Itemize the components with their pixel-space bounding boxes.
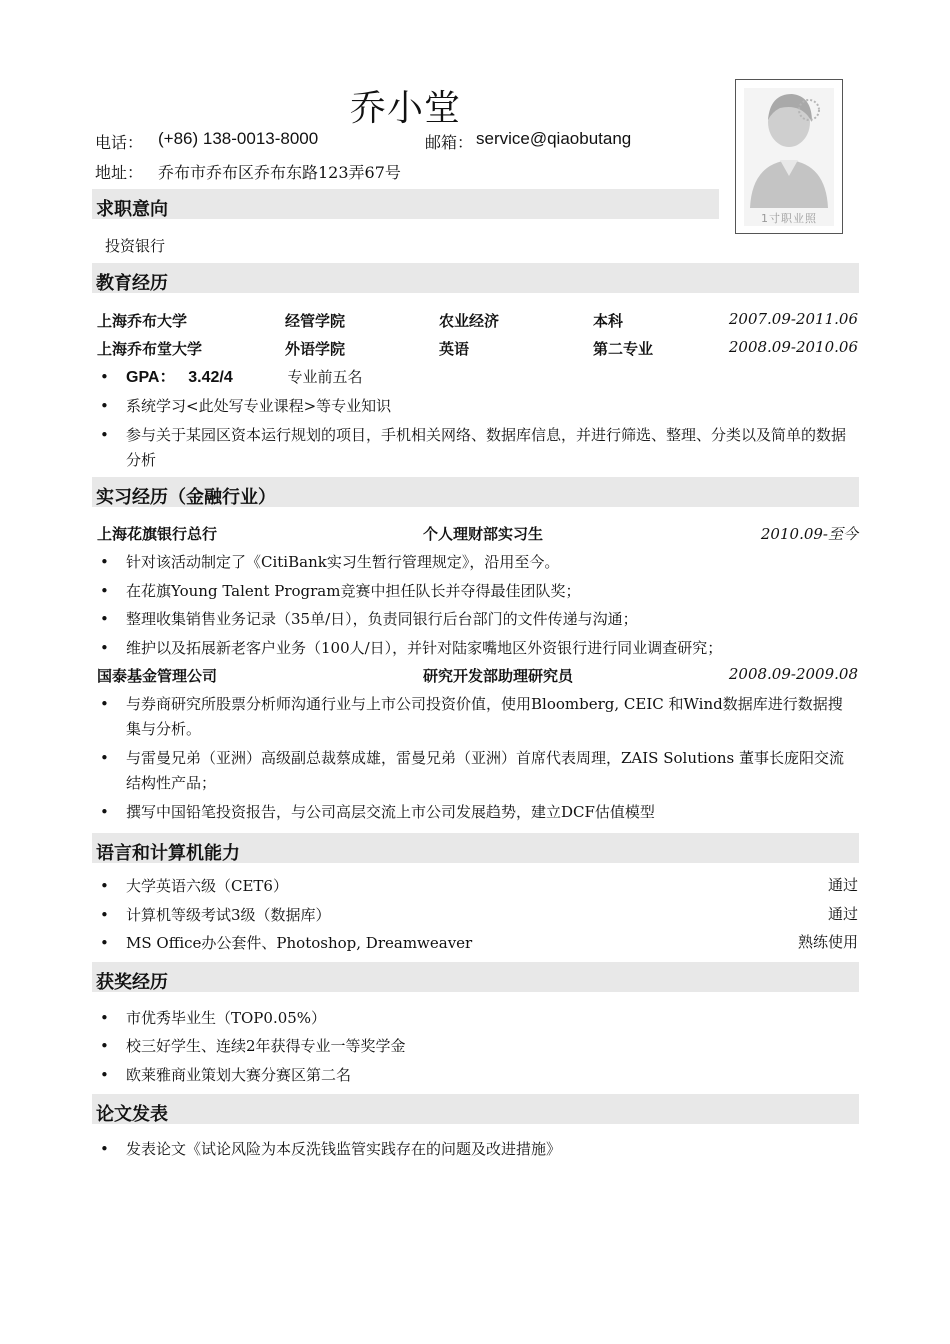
- edu-college: 经管学院: [285, 312, 346, 330]
- bullet-icon: •: [100, 695, 109, 713]
- bullet-icon: •: [100, 803, 109, 821]
- bullet-icon: •: [100, 1140, 109, 1158]
- email-value: service@qiaobutang: [476, 129, 632, 148]
- list-item: • 针对该活动制定了《CitiBank实习生暂行管理规定》，沿用至今。: [100, 550, 860, 575]
- section-header-education: [92, 263, 859, 293]
- skill-level: 通过: [827, 905, 858, 923]
- bullet-icon: •: [100, 610, 109, 628]
- bullet-icon: •: [100, 368, 109, 386]
- section-header-skills: [92, 833, 859, 863]
- section-header-awards: [92, 962, 859, 992]
- gpa-label: GPA：: [126, 369, 176, 386]
- list-item: • MS Office办公套件、Photoshop, Dreamweaver: [100, 931, 860, 956]
- bullet-icon: •: [100, 1066, 109, 1084]
- edu-date: 2008.09-2010.06: [728, 338, 858, 356]
- list-item: • 计算机等级考试3级（数据库）: [100, 903, 860, 928]
- job-company: 上海花旗银行总行: [97, 525, 218, 543]
- list-item: • 发表论文《试论风险为本反洗钱监管实践存在的问题及改进措施》: [100, 1137, 860, 1162]
- edu-major: 农业经济: [439, 312, 500, 330]
- bullet-icon: •: [100, 749, 109, 767]
- bullet-icon: •: [100, 397, 109, 415]
- bullet-icon: •: [100, 934, 109, 952]
- list-item: • 撰写中国铅笔投资报告，与公司高层交流上市公司发展趋势，建立DCF估值模型: [100, 800, 860, 825]
- section-title: 教育经历: [96, 273, 168, 294]
- resume-name: 乔小堂: [350, 88, 462, 129]
- edu-degree: 第二专业: [593, 340, 654, 358]
- objective-value: 投资银行: [105, 237, 166, 255]
- section-title: 语言和计算机能力: [96, 843, 240, 864]
- list-item: • 参与关于某园区资本运行规划的项目，手机相关网络、数据库信息，并进行筛选、整理、分类以及简单的数据分析: [100, 423, 860, 473]
- list-item: • 市优秀毕业生（TOP0.05%）: [100, 1006, 860, 1031]
- skill-level: 熟练使用: [797, 933, 858, 951]
- address-value: 乔布市乔布区乔布东路123弄67号: [158, 163, 401, 182]
- job-role: 个人理财部实习生: [423, 525, 544, 543]
- bullet-icon: •: [100, 906, 109, 924]
- bullet-icon: •: [100, 553, 109, 571]
- section-title: 获奖经历: [96, 972, 168, 993]
- job-role: 研究开发部助理研究员: [423, 667, 574, 685]
- skill-level: 通过: [827, 876, 858, 894]
- list-item: • 在花旗Young Talent Program竞赛中担任队长并夺得最佳团队奖；: [100, 579, 860, 604]
- section-title: 论文发表: [96, 1104, 168, 1125]
- photo-caption: 1寸职业照: [761, 212, 817, 225]
- job-date: 2008.09-2009.08: [728, 665, 858, 683]
- list-item: • 系统学习<此处写专业课程>等专业知识: [100, 394, 860, 419]
- phone-value: (+86) 138-0013-8000: [158, 129, 319, 148]
- list-item: • 校三好学生、连续2年获得专业一等奖学金: [100, 1034, 860, 1059]
- section-title: 实习经历（金融行业）: [96, 487, 276, 508]
- bullet-icon: •: [100, 1009, 109, 1027]
- edu-degree: 本科: [593, 312, 624, 330]
- job-company: 国泰基金管理公司: [97, 667, 218, 685]
- bullet-icon: •: [100, 426, 109, 444]
- edu-college: 外语学院: [285, 340, 346, 358]
- gpa-note: 专业前五名: [287, 368, 363, 386]
- list-item: • 维护以及拓展新老客户业务（100人/日），并针对陆家嘴地区外资银行进行同业调查研究；: [100, 636, 860, 661]
- list-item: • 欧莱雅商业策划大赛分赛区第二名: [100, 1063, 860, 1088]
- job-date: 2010.09-至今: [760, 525, 858, 543]
- list-item: • 大学英语六级（CET6）: [100, 874, 860, 899]
- address-label: 地址：: [95, 163, 144, 182]
- bullet-icon: •: [100, 582, 109, 600]
- edu-school: 上海乔布大学: [97, 312, 188, 330]
- section-title: 求职意向: [96, 199, 168, 220]
- profile-photo: [735, 79, 843, 234]
- bullet-icon: •: [100, 639, 109, 657]
- list-item: • 与雷曼兄弟（亚洲）高级副总裁蔡成雄，雷曼兄弟（亚洲）首席代表周理，ZAIS Solutions 董事长庞阳交流结构性产品；: [100, 746, 860, 796]
- edu-date: 2007.09-2011.06: [728, 310, 858, 328]
- list-item: • 与券商研究所股票分析师沟通行业与上市公司投资价值，使用Bloomberg, CEIC 和Wind数据库进行数据搜集与分析。: [100, 692, 860, 742]
- list-item: [100, 365, 860, 390]
- section-header-objective: [92, 189, 719, 219]
- phone-label: 电话：: [95, 133, 144, 152]
- email-label: 邮箱：: [425, 133, 474, 152]
- edu-school: 上海乔布堂大学: [97, 340, 203, 358]
- section-header-internship: [92, 477, 859, 507]
- gpa-value: 3.42/4: [188, 369, 233, 386]
- bullet-icon: •: [100, 877, 109, 895]
- section-header-papers: [92, 1094, 859, 1124]
- list-item: • 整理收集销售业务记录（35单/日），负责同银行后台部门的文件传递与沟通；: [100, 607, 860, 632]
- edu-major: 英语: [439, 340, 470, 358]
- bullet-icon: •: [100, 1037, 109, 1055]
